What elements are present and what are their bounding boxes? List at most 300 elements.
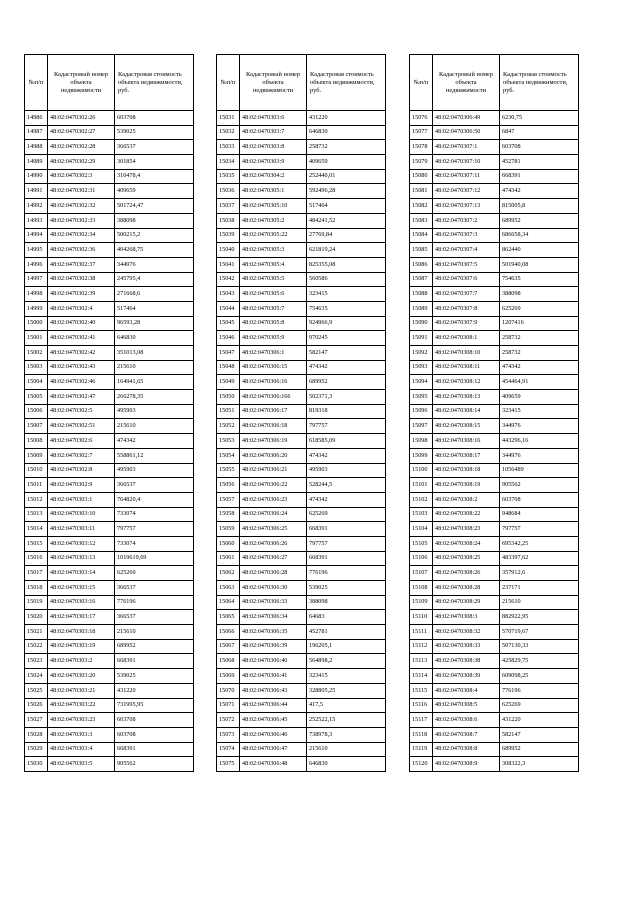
- cadastral-id: 48:02:0470308:7: [433, 727, 500, 742]
- table-row: [217, 199, 386, 214]
- row-number: 15027: [25, 713, 48, 728]
- table-row: [410, 625, 579, 640]
- cadastral-cost: 500215,2: [115, 228, 194, 243]
- cadastral-cost: 776196: [307, 566, 386, 581]
- cadastral-id: 48:02:0470302:38: [48, 272, 115, 287]
- row-number: 15012: [25, 492, 48, 507]
- cadastral-cost: 164941,65: [115, 375, 194, 390]
- cadastral-id: 48:02:0470303:20: [48, 669, 115, 684]
- table-row: [410, 184, 579, 199]
- cadastral-id: 48:02:0470306:25: [240, 522, 307, 537]
- cadastral-cost: 409659: [115, 184, 194, 199]
- cadastral-id: 48:02:0470302:31: [48, 184, 115, 199]
- cadastral-cost: 646830: [307, 757, 386, 772]
- cadastral-id: 48:02:0470308:13: [433, 390, 500, 405]
- cadastral-cost: 689952: [500, 213, 579, 228]
- row-number: 14989: [25, 155, 48, 170]
- table-row: [25, 155, 194, 170]
- cadastral-cost: 474342: [500, 184, 579, 199]
- table-row: [217, 507, 386, 522]
- cadastral-cost: 474342: [307, 492, 386, 507]
- table-row: [217, 213, 386, 228]
- table-row: [410, 448, 579, 463]
- row-number: 15119: [410, 742, 433, 757]
- table-row: [25, 551, 194, 566]
- cadastral-cost: 215610: [115, 625, 194, 640]
- cadastral-id: 48:02:0470303:21: [48, 683, 115, 698]
- cadastral-cost: 625269: [115, 566, 194, 581]
- cadastral-id: 48:02:0470305:7: [240, 301, 307, 316]
- row-number: 15023: [25, 654, 48, 669]
- row-number: 15105: [410, 536, 433, 551]
- table-row: [217, 654, 386, 669]
- cadastral-cost: 6847: [500, 125, 579, 140]
- table-row: [410, 199, 579, 214]
- row-number: 15066: [217, 625, 240, 640]
- table-row: [410, 757, 579, 772]
- cadastral-id: 48:02:0470302:4: [48, 301, 115, 316]
- row-number: 15030: [25, 757, 48, 772]
- row-number: 15101: [410, 478, 433, 493]
- cadastral-id: 48:02:0470303:16: [48, 595, 115, 610]
- cadastral-id: 48:02:0470306:17: [240, 404, 307, 419]
- cadastral-cost: 323415: [307, 287, 386, 302]
- cadastral-id: 48:02:0470305:8: [240, 316, 307, 331]
- row-number: 15109: [410, 595, 433, 610]
- row-number: 15049: [217, 375, 240, 390]
- cadastral-cost: 388098: [500, 287, 579, 302]
- table-row: [217, 478, 386, 493]
- cadastral-id: 48:02:0470306:41: [240, 669, 307, 684]
- cadastral-id: 48:02:0470306:47: [240, 742, 307, 757]
- table-row: [410, 301, 579, 316]
- row-number: 15003: [25, 360, 48, 375]
- cadastre-table-2: [216, 54, 386, 772]
- cadastral-id: 48:02:0470302:33: [48, 213, 115, 228]
- row-number: 15045: [217, 316, 240, 331]
- cadastral-id: 48:02:0470302:29: [48, 155, 115, 170]
- cadastral-id: 48:02:0470305:3: [240, 243, 307, 258]
- table-row: [410, 669, 579, 684]
- cadastral-cost: 474342: [500, 360, 579, 375]
- row-number: 15096: [410, 404, 433, 419]
- cadastral-id: 48:02:0470308:2: [433, 492, 500, 507]
- cadastral-id: 48:02:0470304:2: [240, 169, 307, 184]
- row-number: 15056: [217, 478, 240, 493]
- table-row: [25, 419, 194, 434]
- cadastral-cost: 621819,24: [307, 243, 386, 258]
- header-num: №п/п: [217, 55, 240, 111]
- cadastral-cost: 501940,08: [500, 257, 579, 272]
- cadastral-id: 48:02:0470307:7: [433, 287, 500, 302]
- cadastral-id: 48:02:0470306:44: [240, 698, 307, 713]
- cadastral-cost: 754635: [500, 272, 579, 287]
- cadastral-cost: 388098: [307, 595, 386, 610]
- cadastral-cost: 570719,67: [500, 625, 579, 640]
- cadastral-id: 48:02:0470306:30: [240, 581, 307, 596]
- row-number: 15026: [25, 698, 48, 713]
- row-number: 15025: [25, 683, 48, 698]
- cadastral-cost: 1056489: [500, 463, 579, 478]
- row-number: 15097: [410, 419, 433, 434]
- row-number: 15107: [410, 566, 433, 581]
- table-row: [25, 669, 194, 684]
- cadastral-cost: 905562: [500, 478, 579, 493]
- cadastral-id: 48:02:0470303:5: [48, 757, 115, 772]
- cadastral-id: 48:02:0470303:6: [240, 111, 307, 126]
- cadastral-id: 48:02:0470308:28: [433, 581, 500, 596]
- table-row: [217, 581, 386, 596]
- row-number: 15102: [410, 492, 433, 507]
- row-number: 15079: [410, 155, 433, 170]
- table-row: [25, 566, 194, 581]
- cadastre-table-1: [24, 54, 194, 772]
- cadastral-cost: 64683: [307, 610, 386, 625]
- row-number: 15099: [410, 448, 433, 463]
- row-number: 15083: [410, 213, 433, 228]
- cadastral-cost: 539025: [307, 581, 386, 596]
- table-row: [25, 698, 194, 713]
- cadastral-cost: 495903: [115, 404, 194, 419]
- cadastral-id: 48:02:0470308:32: [433, 625, 500, 640]
- cadastral-id: 48:02:0470307:2: [433, 213, 500, 228]
- cadastral-id: 48:02:0470306:50: [433, 125, 500, 140]
- cadastral-id: 48:02:0470308:24: [433, 536, 500, 551]
- table-row: [410, 522, 579, 537]
- cadastral-cost: 310478,4: [115, 169, 194, 184]
- table-row: [410, 566, 579, 581]
- row-number: 15100: [410, 463, 433, 478]
- cadastral-id: 48:02:0470303:9: [240, 155, 307, 170]
- table-row: [217, 625, 386, 640]
- table-row: [410, 375, 579, 390]
- cadastral-cost: 733074: [115, 507, 194, 522]
- row-number: 15001: [25, 331, 48, 346]
- cadastral-cost: 517464: [115, 301, 194, 316]
- table-row: [25, 184, 194, 199]
- table-row: [217, 683, 386, 698]
- table-row: [410, 125, 579, 140]
- cadastral-id: 48:02:0470305:10: [240, 199, 307, 214]
- cadastral-id: 48:02:0470306:40: [240, 654, 307, 669]
- cadastral-cost: 452781: [500, 155, 579, 170]
- cadastral-id: 48:02:0470305:4: [240, 257, 307, 272]
- cadastral-cost: 668391: [500, 169, 579, 184]
- row-number: 15087: [410, 272, 433, 287]
- table-row: [217, 125, 386, 140]
- cadastral-id: 48:02:0470305:22: [240, 228, 307, 243]
- row-number: 15086: [410, 257, 433, 272]
- cadastral-cost: 344976: [500, 419, 579, 434]
- cadastral-cost: 560586: [307, 272, 386, 287]
- cadastral-id: 48:02:0470302:34: [48, 228, 115, 243]
- cadastral-id: 48:02:0470308:12: [433, 375, 500, 390]
- row-number: 15071: [217, 698, 240, 713]
- cadastral-id: 48:02:0470307:10: [433, 155, 500, 170]
- cadastral-cost: 301854: [115, 155, 194, 170]
- cadastral-cost: 366537: [115, 610, 194, 625]
- cadastral-id: 48:02:0470302:27: [48, 125, 115, 140]
- cadastral-cost: 517464: [307, 199, 386, 214]
- cadastral-cost: 738978,3: [307, 727, 386, 742]
- row-number: 15069: [217, 669, 240, 684]
- cadastral-id: 48:02:0470302:36: [48, 243, 115, 258]
- row-number: 15082: [410, 199, 433, 214]
- cadastral-id: 48:02:0470302:43: [48, 360, 115, 375]
- cadastral-id: 48:02:0470306:23: [240, 492, 307, 507]
- table-row: [25, 463, 194, 478]
- table-row: [25, 610, 194, 625]
- cadastral-id: 48:02:0470306:22: [240, 478, 307, 493]
- cadastral-id: 48:02:0470308:1: [433, 331, 500, 346]
- cadastral-cost: 686658,34: [500, 228, 579, 243]
- row-number: 15042: [217, 272, 240, 287]
- row-number: 15068: [217, 654, 240, 669]
- cadastral-cost: 323415: [307, 669, 386, 684]
- table-row: [217, 228, 386, 243]
- cadastral-id: 48:02:0470303:12: [48, 536, 115, 551]
- cadastral-id: 48:02:0470308:11: [433, 360, 500, 375]
- cadastral-id: 48:02:0470302:40: [48, 316, 115, 331]
- row-number: 15022: [25, 639, 48, 654]
- cadastral-id: 48:02:0470308:4: [433, 683, 500, 698]
- row-number: 15074: [217, 742, 240, 757]
- cadastral-cost: 252440,01: [307, 169, 386, 184]
- table-row: [25, 581, 194, 596]
- table-row: [217, 419, 386, 434]
- table-row: [25, 492, 194, 507]
- table-header-row: [217, 55, 386, 111]
- row-number: 14994: [25, 228, 48, 243]
- table-row: [25, 111, 194, 126]
- row-number: 15093: [410, 360, 433, 375]
- cadastral-id: 48:02:0470303:15: [48, 581, 115, 596]
- cadastral-cost: 695342,25: [500, 536, 579, 551]
- row-number: 15091: [410, 331, 433, 346]
- cadastral-id: 48:02:0470308:17: [433, 448, 500, 463]
- cadastral-cost: 618585,09: [307, 434, 386, 449]
- row-number: 15046: [217, 331, 240, 346]
- table-row: [217, 434, 386, 449]
- cadastral-id: 48:02:0470308:10: [433, 346, 500, 361]
- table-row: [217, 243, 386, 258]
- cadastral-cost: 502371,3: [307, 390, 386, 405]
- cadastral-id: 48:02:0470302:37: [48, 257, 115, 272]
- row-number: 15004: [25, 375, 48, 390]
- table-row: [25, 639, 194, 654]
- table-row: [25, 272, 194, 287]
- cadastral-cost: 646830: [115, 331, 194, 346]
- cadastral-id: 48:02:0470303:1: [48, 492, 115, 507]
- cadastral-id: 48:02:0470302:47: [48, 390, 115, 405]
- cadastral-id: 48:02:0470307:4: [433, 243, 500, 258]
- cadastral-cost: 215610: [307, 742, 386, 757]
- cadastral-cost: 603708: [115, 727, 194, 742]
- cadastral-id: 48:02:0470306:24: [240, 507, 307, 522]
- row-number: 15094: [410, 375, 433, 390]
- table-row: [217, 375, 386, 390]
- row-number: 15028: [25, 727, 48, 742]
- cadastral-cost: 528244,5: [307, 478, 386, 493]
- cadastral-id: 48:02:0470308:9: [433, 757, 500, 772]
- header-cadastral-id: Кадастровый номер объекта недвижимости: [433, 55, 500, 111]
- table-row: [410, 111, 579, 126]
- cadastral-id: 48:02:0470306:35: [240, 625, 307, 640]
- table-row: [410, 581, 579, 596]
- cadastral-cost: 564898,2: [307, 654, 386, 669]
- cadastral-cost: 6230,75: [500, 111, 579, 126]
- row-number: 14990: [25, 169, 48, 184]
- table-row: [217, 669, 386, 684]
- cadastral-cost: 924966,9: [307, 316, 386, 331]
- table-row: [25, 522, 194, 537]
- table-row: [410, 639, 579, 654]
- cadastral-id: 48:02:0470305:6: [240, 287, 307, 302]
- cadastral-id: 48:02:0470308:6: [433, 713, 500, 728]
- table-row: [410, 478, 579, 493]
- cadastral-id: 48:02:0470308:8: [433, 742, 500, 757]
- header-cadastral-cost: Кадастровая стоимость объекта недвижимости, руб.: [115, 55, 194, 111]
- cadastral-cost: 668391: [115, 654, 194, 669]
- table-row: [217, 404, 386, 419]
- cadastral-id: 48:02:0470303:3: [48, 727, 115, 742]
- row-number: 15047: [217, 346, 240, 361]
- table-row: [25, 169, 194, 184]
- cadastral-cost: 646830: [307, 125, 386, 140]
- table-row: [25, 713, 194, 728]
- cadastral-cost: 668391: [115, 742, 194, 757]
- row-number: 15115: [410, 683, 433, 698]
- cadastral-cost: 1207416: [500, 316, 579, 331]
- cadastral-cost: 483397,62: [500, 551, 579, 566]
- cadastral-cost: 668391: [307, 551, 386, 566]
- table-row: [217, 184, 386, 199]
- cadastral-id: 48:02:0470303:10: [48, 507, 115, 522]
- table-row: [217, 257, 386, 272]
- table-row: [25, 727, 194, 742]
- cadastral-cost: 258732: [500, 331, 579, 346]
- table-row: [410, 287, 579, 302]
- cadastral-id: 48:02:0470308:5: [433, 698, 500, 713]
- cadastral-id: 48:02:0470302:39: [48, 287, 115, 302]
- table-row: [410, 463, 579, 478]
- cadastral-cost: 625269: [500, 301, 579, 316]
- table-row: [25, 375, 194, 390]
- row-number: 15104: [410, 522, 433, 537]
- cadastral-cost: 797757: [500, 522, 579, 537]
- cadastral-id: 48:02:0470308:38: [433, 654, 500, 669]
- cadastral-id: 48:02:0470308:18: [433, 463, 500, 478]
- cadastral-id: 48:02:0470307:12: [433, 184, 500, 199]
- cadastral-id: 48:02:0470306:48: [240, 757, 307, 772]
- cadastral-cost: 245795,4: [115, 272, 194, 287]
- table-row: [217, 463, 386, 478]
- table-row: [25, 404, 194, 419]
- row-number: 15118: [410, 727, 433, 742]
- table-row: [410, 272, 579, 287]
- table-row: [410, 434, 579, 449]
- table-row: [25, 287, 194, 302]
- cadastral-id: 48:02:0470306:18: [240, 419, 307, 434]
- table-row: [410, 610, 579, 625]
- cadastral-cost: 507130,33: [500, 639, 579, 654]
- cadastral-cost: 266278,35: [115, 390, 194, 405]
- table-row: [410, 331, 579, 346]
- cadastral-cost: 815005,8: [500, 199, 579, 214]
- row-number: 15117: [410, 713, 433, 728]
- row-number: 15018: [25, 581, 48, 596]
- table-row: [410, 595, 579, 610]
- cadastral-id: 48:02:0470305:1: [240, 184, 307, 199]
- cadastral-cost: 357912,6: [500, 566, 579, 581]
- row-number: 15014: [25, 522, 48, 537]
- cadastral-cost: 215610: [115, 419, 194, 434]
- row-number: 15059: [217, 522, 240, 537]
- cadastral-id: 48:02:0470306:27: [240, 551, 307, 566]
- row-number: 15009: [25, 448, 48, 463]
- row-number: 15120: [410, 757, 433, 772]
- table-row: [25, 625, 194, 640]
- row-number: 15031: [217, 111, 240, 126]
- row-number: 15062: [217, 566, 240, 581]
- table-row: [25, 448, 194, 463]
- cadastral-id: 48:02:0470307:5: [433, 257, 500, 272]
- cadastral-cost: 1019619,69: [115, 551, 194, 566]
- cadastral-id: 48:02:0470303:17: [48, 610, 115, 625]
- row-number: 15067: [217, 639, 240, 654]
- cadastral-cost: 689952: [500, 742, 579, 757]
- row-number: 15116: [410, 698, 433, 713]
- row-number: 15039: [217, 228, 240, 243]
- table-row: [217, 272, 386, 287]
- row-number: 14986: [25, 111, 48, 126]
- cadastral-id: 48:02:0470308:15: [433, 419, 500, 434]
- cadastral-cost: 582147: [500, 727, 579, 742]
- cadastral-cost: 764820,4: [115, 492, 194, 507]
- table-row: [410, 683, 579, 698]
- cadastral-cost: 409659: [307, 155, 386, 170]
- table-row: [25, 301, 194, 316]
- cadastral-id: 48:02:0470303:19: [48, 639, 115, 654]
- row-number: 15021: [25, 625, 48, 640]
- table-row: [217, 316, 386, 331]
- cadastral-id: 48:02:0470302:41: [48, 331, 115, 346]
- cadastral-cost: 258732: [307, 140, 386, 155]
- table-row: [217, 155, 386, 170]
- cadastral-id: 48:02:0470306:49: [433, 111, 500, 126]
- table-row: [25, 742, 194, 757]
- cadastral-id: 48:02:0470308:33: [433, 639, 500, 654]
- table-row: [410, 213, 579, 228]
- cadastral-cost: 776196: [115, 595, 194, 610]
- cadastral-id: 48:02:0470306:16: [240, 375, 307, 390]
- row-number: 15073: [217, 727, 240, 742]
- table-row: [410, 713, 579, 728]
- table-row: [410, 742, 579, 757]
- table-row: [410, 390, 579, 405]
- cadastral-cost: 196205,1: [307, 639, 386, 654]
- table-row: [217, 566, 386, 581]
- cadastral-id: 48:02:0470302:5: [48, 404, 115, 419]
- table-row: [217, 301, 386, 316]
- row-number: 15058: [217, 507, 240, 522]
- table-row: [217, 610, 386, 625]
- cadastral-id: 48:02:0470303:13: [48, 551, 115, 566]
- table-row: [410, 257, 579, 272]
- row-number: 15065: [217, 610, 240, 625]
- cadastral-id: 48:02:0470306:46: [240, 727, 307, 742]
- table-row: [25, 257, 194, 272]
